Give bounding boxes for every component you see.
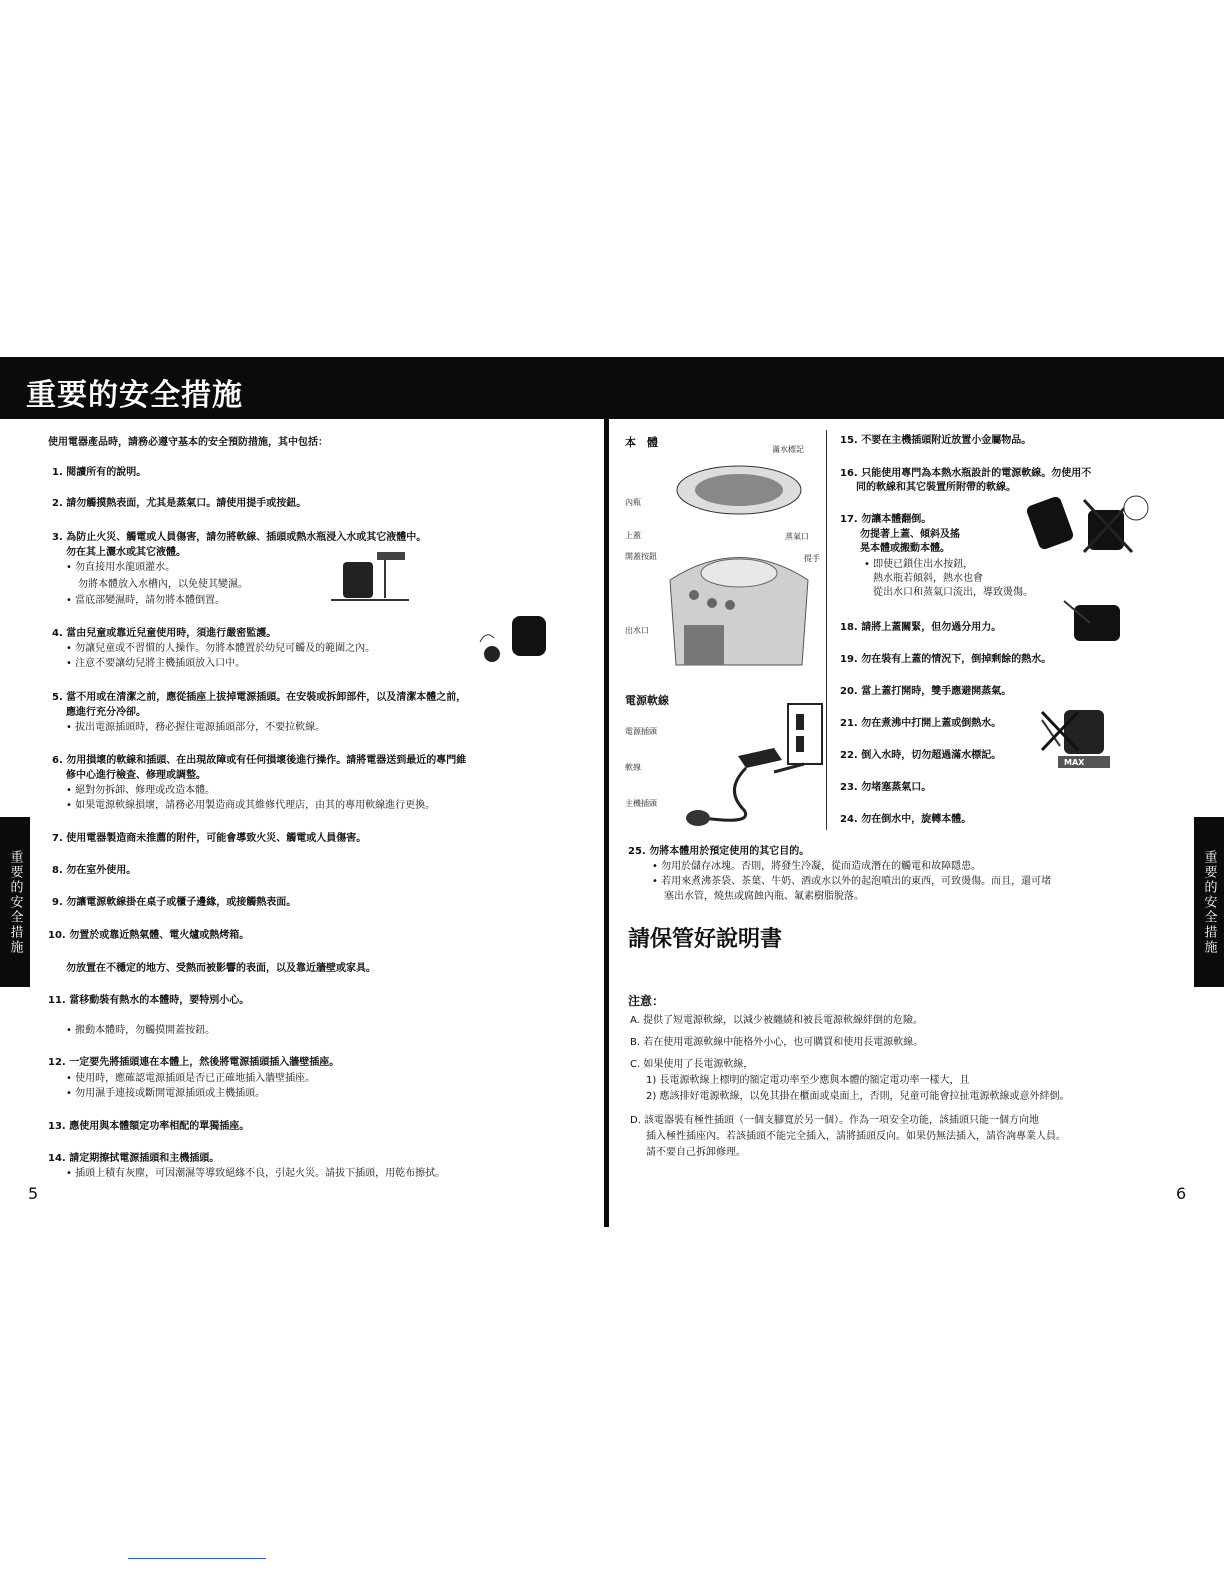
pot-diagram bbox=[664, 455, 814, 670]
intro-text: 使用電器產品時，請務必遵守基本的安全預防措施，其中包括： bbox=[48, 437, 328, 448]
label-full-water: 滿水標記 bbox=[772, 445, 804, 454]
side-tab-left bbox=[0, 817, 30, 987]
item-22: 22. 倒入水時，切勿超過滿水標記。 bbox=[840, 750, 1002, 761]
item-14: 14. 請定期擦拭電源插頭和主機插頭。 bbox=[48, 1153, 220, 1164]
side-tab-right bbox=[1194, 817, 1224, 987]
item-5-bullet: • 拔出電源插頭時，務必握住電源插頭部分，不要拉軟線。 bbox=[66, 722, 326, 733]
label-lid: 上蓋 bbox=[625, 531, 641, 540]
keep-manual-heading: 請保管好說明書 bbox=[628, 927, 783, 952]
item-17-line3: 晃本體或搬動本體。 bbox=[860, 543, 950, 554]
item-14-bullet: • 插頭上積有灰塵，可因潮濕等導致絕緣不良，引起火災。請拔下插頭，用乾布擦拭。 bbox=[66, 1168, 446, 1179]
item-24: 24. 勿在倒水中，旋轉本體。 bbox=[840, 814, 972, 825]
item-6-line2: 修中心進行檢查、修理或調整。 bbox=[66, 770, 206, 781]
item-11: 11. 當移動裝有熱水的本體時，要特別小心。 bbox=[48, 995, 250, 1006]
note-d1: D. 該電器裝有極性插頭（一個支腳寬於另一個）。作為一項安全功能，該插頭只能一個方向地 bbox=[630, 1115, 1040, 1126]
page-number-right: 6 bbox=[1176, 1184, 1187, 1203]
note-c: C. 如果使用了長電源軟線， bbox=[630, 1059, 754, 1070]
item-13: 13. 應使用與本體額定功率相配的單獨插座。 bbox=[48, 1121, 250, 1132]
item-17-line2: 勿提著上蓋、傾斜及搖 bbox=[860, 529, 960, 540]
item-2: 2. 請勿觸摸熱表面，尤其是蒸氣口。請使用提手或按鈕。 bbox=[52, 498, 307, 509]
page-divider bbox=[604, 419, 609, 1227]
item-3-bullet2: • 當底部變濕時，請勿將本體倒置。 bbox=[66, 595, 226, 606]
note-b: B. 若在使用電源軟線中能格外小心，也可購買和使用長電源軟線。 bbox=[630, 1037, 924, 1048]
label-steam: 蒸氣口 bbox=[785, 532, 809, 541]
label-plug: 電源插頭 bbox=[625, 727, 657, 736]
note-d3: 請不要自己拆卸修理。 bbox=[646, 1147, 746, 1158]
item-5: 5. 當不用或在清潔之前，應從插座上拔掉電源插頭。在安裝或拆卸部件，以及清潔本體之前， bbox=[52, 692, 467, 703]
label-inner: 內瓶 bbox=[625, 498, 641, 507]
label-handle: 提手 bbox=[804, 554, 820, 563]
item-15: 15. 不要在主機插頭附近放置小金屬物品。 bbox=[840, 435, 1032, 446]
item-12-bullet2: • 勿用濕手連接或斷開電源插頭或主機插頭。 bbox=[66, 1088, 266, 1099]
item-12-bullet1: • 使用時，應確認電源插頭是否已正確地插入牆壁插座。 bbox=[66, 1073, 316, 1084]
item-4-bullet2: • 注意不要讓幼兒將主機插頭放入口中。 bbox=[66, 658, 246, 669]
label-outlet: 出水口 bbox=[625, 626, 649, 635]
item-25-bullet2: • 若用來煮沸茶袋、茶葉、牛奶、酒或水以外的起泡噴出的東西，可致燙傷。而且，還可堵 bbox=[652, 876, 1052, 887]
label-open-button: 開蓋按鈕 bbox=[625, 552, 657, 561]
item-3-bullet1: • 勿直接用水龍頭灌水。 bbox=[66, 562, 176, 573]
item-19: 19. 勿在裝有上蓋的情況下，倒掉剩餘的熱水。 bbox=[840, 654, 1052, 665]
item-16: 16. 只能使用專門為本熱水瓶設計的電源軟線。勿使用不 bbox=[840, 468, 1092, 479]
note-heading: 注意： bbox=[628, 994, 665, 1008]
item-5-line2: 應進行充分冷卻。 bbox=[66, 707, 146, 718]
item-10-line2: 勿放置在不穩定的地方、受熱而被影響的表面，以及靠近牆壁或家具。 bbox=[66, 963, 376, 974]
label-main-plug: 主機插頭 bbox=[625, 799, 657, 808]
label-cord: 軟線 bbox=[625, 763, 641, 772]
item-6: 6. 勿用損壞的軟線和插頭、在出現故障或有任何損壞後進行操作。請將電器送到最近的專門維 bbox=[52, 755, 467, 766]
item-25-bullet2-line2: 塞出水管，燒焦或腐蝕內瓶、氟素樹脂脫落。 bbox=[664, 891, 864, 902]
item-3-bullet1-line2: 勿將本體放入水槽內，以免使其變濕。 bbox=[78, 579, 248, 590]
item-21: 21. 勿在煮沸中打開上蓋或倒熱水。 bbox=[840, 718, 1002, 729]
item-4-bullet1: • 勿讓兒童或不習慣的人操作。勿將本體置於幼兒可觸及的範圍之內。 bbox=[66, 643, 376, 654]
body-heading: 本 體 bbox=[625, 436, 658, 449]
lid-illustration bbox=[1060, 595, 1140, 645]
item-10: 10. 勿置於或靠近熱氣體、電火爐或熱烤箱。 bbox=[48, 930, 250, 941]
item-16-line2: 同的軟線和其它裝置所附帶的軟線。 bbox=[856, 482, 1016, 493]
child-pot-illustration bbox=[472, 612, 552, 672]
note-c2: 2) 應該排好電源軟線，以免其掛在櫃面或桌面上，否則，兒童可能會拉扯電源軟線或意外絆倒。 bbox=[646, 1091, 1070, 1102]
bottom-rule bbox=[128, 1558, 266, 1559]
item-3-line2: 勿在其上灑水或其它液體。 bbox=[66, 547, 186, 558]
item-18: 18. 請將上蓋關緊，但勿過分用力。 bbox=[840, 622, 1002, 633]
item-23: 23. 勿堵塞蒸氣口。 bbox=[840, 782, 932, 793]
item-12: 12. 一定要先將插頭連在本體上，然後將電源插頭插入牆壁插座。 bbox=[48, 1057, 340, 1068]
item-4: 4. 當由兒童或靠近兒童使用時，須進行嚴密監護。 bbox=[52, 628, 277, 639]
item-11-bullet: • 搬動本體時，勿觸摸開蓋按鈕。 bbox=[66, 1025, 216, 1036]
page-title: 重要的安全措施 bbox=[26, 378, 243, 413]
item-7: 7. 使用電器製造商未推薦的附件，可能會導致火災、觸電或人員傷害。 bbox=[52, 833, 367, 844]
item-17-bullet: • 即使已鎖住出水按鈕， bbox=[864, 559, 974, 570]
cord-diagram bbox=[664, 700, 829, 835]
note-d2: 插入極性插座內。若該插頭不能完全插入，請將插頭反向。如果仍無法插入，請咨詢專業人員。 bbox=[646, 1131, 1066, 1142]
side-tab-left-label: 重要的安全措施 bbox=[7, 849, 23, 955]
note-a: A. 提供了短電源軟線，以減少被纏繞和被長電源軟線絆倒的危險。 bbox=[630, 1015, 924, 1026]
side-tab-right-label: 重要的安全措施 bbox=[1201, 849, 1217, 955]
item-25-bullet1: • 勿用於儲存冰塊。否則，將發生冷凝，從而造成潛在的觸電和故障隱患。 bbox=[652, 861, 982, 872]
item-20: 20. 當上蓋打開時，雙手應避開蒸氣。 bbox=[840, 686, 1012, 697]
note-c1: 1) 長電源軟線上標明的額定電功率至少應與本體的額定電功率一樣大，且 bbox=[646, 1075, 970, 1086]
item-6-bullet2: • 如果電源軟線損壞，請務必用製造商或其維修代理店，由其的專用軟線進行更換。 bbox=[66, 800, 436, 811]
faucet-illustration bbox=[325, 548, 415, 608]
item-17: 17. 勿讓本體翻倒。 bbox=[840, 514, 932, 525]
right-column-divider bbox=[826, 430, 827, 830]
item-1: 1. 閱讀所有的說明。 bbox=[52, 467, 147, 478]
item-25: 25. 勿將本體用於預定使用的其它目的。 bbox=[628, 846, 810, 857]
item-3: 3. 為防止火災、觸電或人員傷害，請勿將軟線、插頭或熱水瓶浸入水或其它液體中。 bbox=[52, 532, 427, 543]
item-8: 8. 勿在室外使用。 bbox=[52, 865, 137, 876]
page-number-left: 5 bbox=[28, 1184, 39, 1203]
cord-heading: 電源軟線 bbox=[625, 694, 669, 707]
item-9: 9. 勿讓電源軟線掛在桌子或櫃子邊緣，或接觸熱表面。 bbox=[52, 897, 297, 908]
item-17-bullet-line2: 熱水瓶若傾斜，熱水也會 bbox=[873, 573, 983, 584]
item-6-bullet1: • 絕對勿拆卸、修理或改造本體。 bbox=[66, 785, 216, 796]
max-label: MAX bbox=[1064, 758, 1085, 767]
tilt-warning-illustration bbox=[1002, 490, 1152, 560]
item-17-bullet-line3: 從出水口和蒸氣口流出，導致燙傷。 bbox=[873, 587, 1033, 598]
